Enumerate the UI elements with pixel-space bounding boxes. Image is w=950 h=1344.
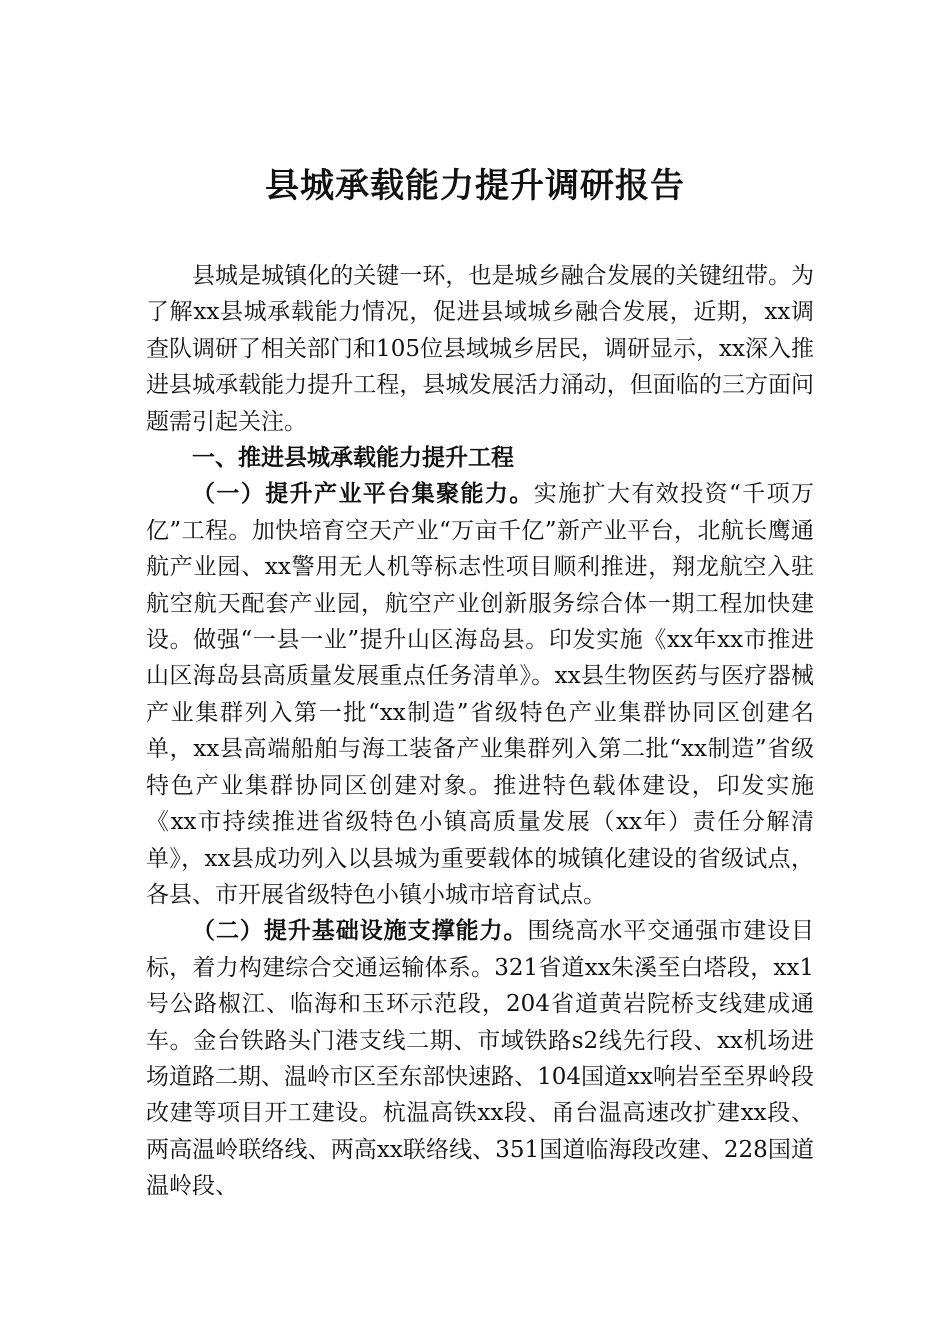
section-heading: 一、推进县城承载能力提升工程 — [192, 445, 514, 472]
subsection-1-text: 实施扩大有效投资“千项万亿”工程。加快培育空天产业“万亩千亿”新产业平台，北航长鹰通航产业园、xx警用无人机等标志性项目顺利推进，翔龙航空入驻航空航天配套产业园，航空产业创新服务综合体一期工程加快建设。做强“一县一业”提升山区海岛县。印发实施《xx年xx市推进山区海岛县高质量发展重点任务清单》。xx县生物医药与医疗器械产业集群列入第一批“xx制造”省级特色产业集群协同区创建名单，xx县高端船舶与海工装备产业集群列入第二批“xx制造”省级特色产业集群协同区创建对象。推进特色载体建设，印发实施《xx市持续推进省级特色小镇高质量发展（xx年）责任分解清单》，xx县成功列入以县城为重要载体的城镇化建设的省级试点，各县、市开展省级特色小镇小城市培育试点。 — [146, 481, 814, 908]
subsection-1-paragraph — [146, 476, 814, 913]
intro-paragraph: 县城是城镇化的关键一环，也是城乡融合发展的关键纽带。为了解xx县城承载能力情况，促进县域城乡融合发展，近期，xx调查队调研了相关部门和105位县域城乡居民，调研显示，xx深入推进县城承载能力提升工程，县城发展活力涌动，但面临的三方面问题需引起关注。 — [146, 263, 814, 435]
subsection-1-lead: （一）提升产业平台集聚能力。 — [192, 480, 534, 508]
subsection-2-text: 围绕高水平交通强市建设目标，着力构建综合交通运输体系。321省道xx朱溪至白塔段，xx1号公路椒江、临海和玉环示范段，204省道黄岩院桥支线建成通车。金台铁路头门港支线二期、市域铁路s2线先行段、xx机场进场道路二期、温岭市区至东部快速路、104国道xx响岩至至界岭段改建等项目开工建设。杭温高铁xx段、甬台温高速改扩建xx段、两高温岭联络线、两高xx联络线、351国道临海段改建、228国道温岭段、 — [146, 918, 815, 1200]
subsection-2-lead: （二）提升基础设施支撑能力。 — [192, 917, 528, 945]
document-body — [146, 258, 814, 1205]
document-title: 县城承载能力提升调研报告 — [265, 166, 685, 206]
subsection-2-paragraph — [146, 913, 814, 1204]
